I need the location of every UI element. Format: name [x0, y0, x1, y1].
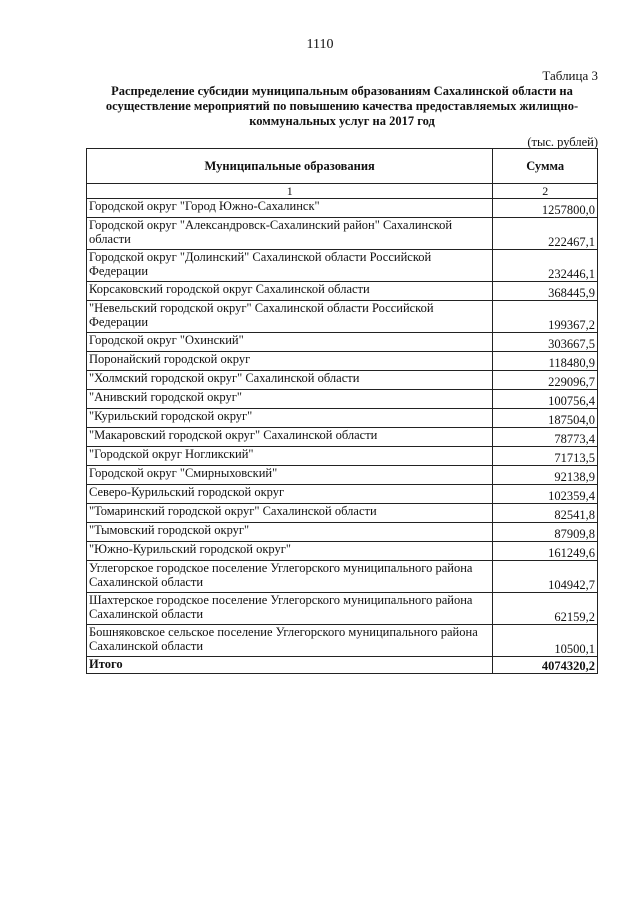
table-body	[87, 184, 598, 674]
municipality-cell: Городской округ "Долинский" Сахалинской области Российской Федерации	[87, 250, 493, 282]
sum-cell: 10500,1	[493, 625, 598, 657]
municipality-cell: Северо-Курильский городской округ	[87, 485, 493, 504]
municipality-cell: Городской округ "Смирныховский"	[87, 466, 493, 485]
municipality-cell: "Томаринский городской округ" Сахалинской области	[87, 504, 493, 523]
column-number-row	[87, 184, 598, 199]
table-row	[87, 250, 598, 282]
municipality-cell: "Невельский городской округ" Сахалинской области Российской Федерации	[87, 301, 493, 333]
table-row	[87, 447, 598, 466]
municipality-cell: Городской округ "Охинский"	[87, 333, 493, 352]
table-label: Таблица 3	[542, 68, 598, 83]
municipality-cell: Городской округ "Город Южно-Сахалинск"	[87, 199, 493, 218]
table-row	[87, 625, 598, 657]
table-row	[87, 504, 598, 523]
table-row	[87, 352, 598, 371]
table-row	[87, 301, 598, 333]
sum-cell: 71713,5	[493, 447, 598, 466]
sum-cell: 82541,8	[493, 504, 598, 523]
sum-cell: 187504,0	[493, 409, 598, 428]
header-municipality: Муниципальные образования	[87, 149, 493, 184]
table-row	[87, 282, 598, 301]
municipality-cell: Поронайский городской округ	[87, 352, 493, 371]
sum-cell: 1257800,0	[493, 199, 598, 218]
sum-cell: 100756,4	[493, 390, 598, 409]
sum-cell: 102359,4	[493, 485, 598, 504]
table-row	[87, 466, 598, 485]
municipality-cell: "Курильский городской округ"	[87, 409, 493, 428]
sum-cell: 232446,1	[493, 250, 598, 282]
document-title: Распределение субсидии муниципальным образованиям Сахалинской области на осуществление мероприятий по повышению качества предоставляемых жилищно-коммунальных услуг на 2017 год	[105, 84, 579, 128]
sum-cell: 118480,9	[493, 352, 598, 371]
sum-cell: 222467,1	[493, 218, 598, 250]
municipality-cell: "Городской округ Ногликский"	[87, 447, 493, 466]
total-label: Итого	[87, 657, 493, 674]
sum-cell: 229096,7	[493, 371, 598, 390]
municipality-cell: Корсаковский городской округ Сахалинской области	[87, 282, 493, 301]
municipality-cell: Городской округ "Александровск-Сахалинский район" Сахалинской области	[87, 218, 493, 250]
table-row	[87, 485, 598, 504]
table-header-row	[87, 149, 598, 184]
municipality-cell: "Тымовский городской округ"	[87, 523, 493, 542]
table-row	[87, 371, 598, 390]
sum-cell: 78773,4	[493, 428, 598, 447]
municipality-cell: "Холмский городской округ" Сахалинской области	[87, 371, 493, 390]
municipality-cell: Шахтерское городское поселение Углегорского муниципального района Сахалинской области	[87, 593, 493, 625]
column-number-2: 2	[493, 184, 598, 199]
sum-cell: 87909,8	[493, 523, 598, 542]
header-sum: Сумма	[493, 149, 598, 184]
sum-cell: 62159,2	[493, 593, 598, 625]
sum-cell: 303667,5	[493, 333, 598, 352]
table-row	[87, 333, 598, 352]
subsidy-table	[86, 148, 598, 674]
table-row	[87, 428, 598, 447]
table-row	[87, 523, 598, 542]
column-number-1: 1	[87, 184, 493, 199]
sum-cell: 161249,6	[493, 542, 598, 561]
sum-cell: 92138,9	[493, 466, 598, 485]
table-row	[87, 542, 598, 561]
table-row	[87, 561, 598, 593]
table-row	[87, 199, 598, 218]
table-row	[87, 409, 598, 428]
table-row	[87, 218, 598, 250]
page-number: 1110	[306, 37, 334, 52]
municipality-cell: Углегорское городское поселение Углегорского муниципального района Сахалинской области	[87, 561, 493, 593]
units-label: (тыс. рублей)	[527, 135, 598, 149]
sum-cell: 368445,9	[493, 282, 598, 301]
municipality-cell: "Анивский городской округ"	[87, 390, 493, 409]
municipality-cell: Бошняковское сельское поселение Углегорского муниципального района Сахалинской области	[87, 625, 493, 657]
table-row	[87, 593, 598, 625]
municipality-cell: "Макаровский городской округ" Сахалинской области	[87, 428, 493, 447]
municipality-cell: "Южно-Курильский городской округ"	[87, 542, 493, 561]
total-sum: 4074320,2	[493, 657, 598, 674]
total-row	[87, 657, 598, 674]
sum-cell: 199367,2	[493, 301, 598, 333]
table-row	[87, 390, 598, 409]
sum-cell: 104942,7	[493, 561, 598, 593]
